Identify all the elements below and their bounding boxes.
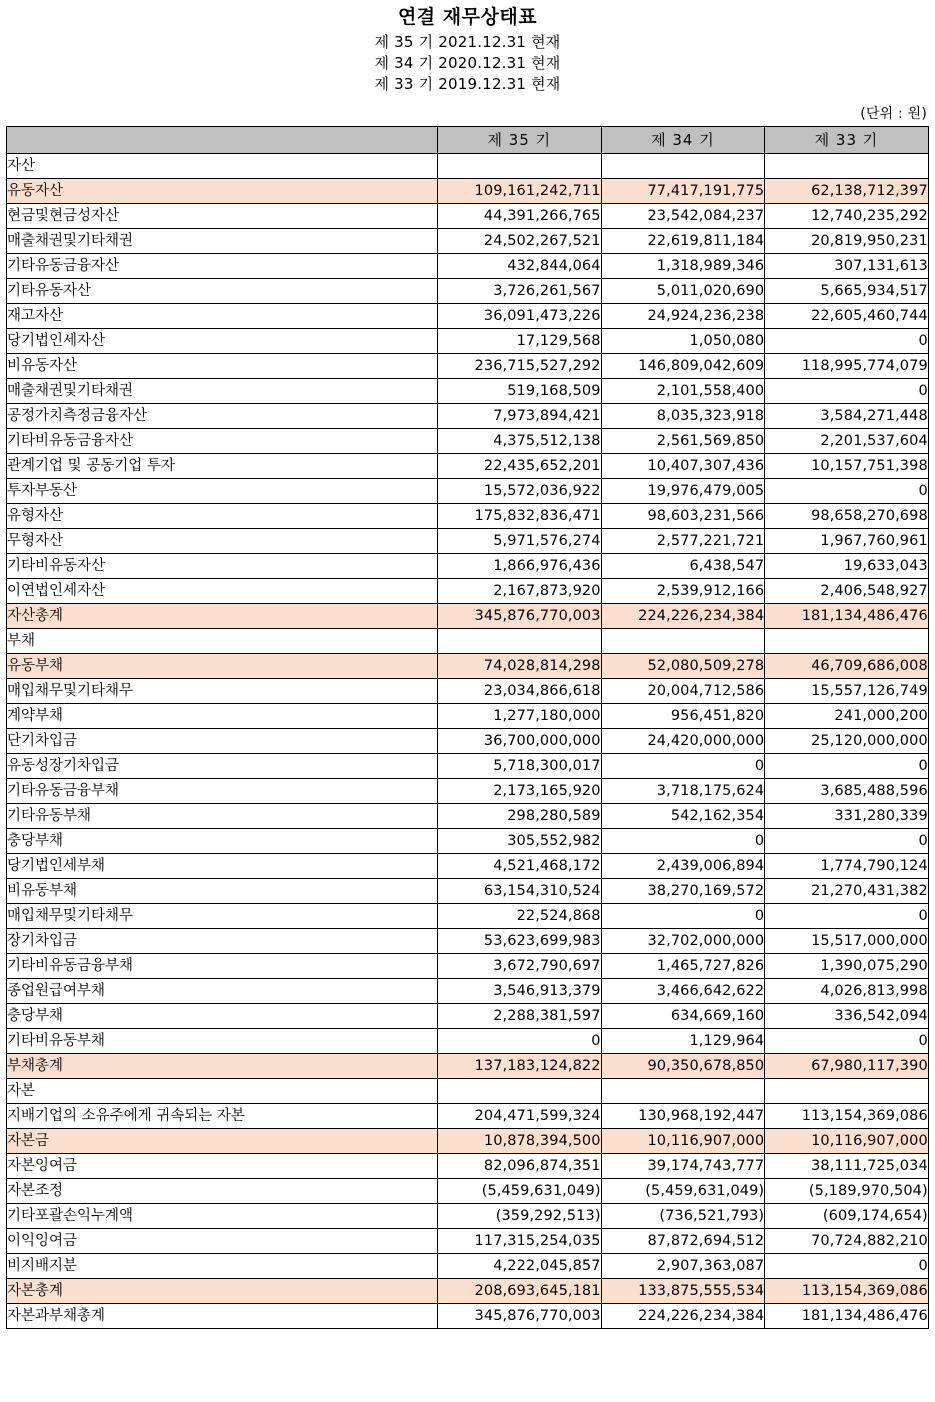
account-label: 매출채권및기타채권	[7, 229, 438, 254]
table-row	[7, 1129, 929, 1154]
amount-cell: 519,168,509	[438, 379, 602, 404]
account-label: 기타유동금융자산	[7, 254, 438, 279]
amount-cell: 146,809,042,609	[601, 354, 765, 379]
account-label: 부채	[7, 629, 438, 654]
amount-cell: 10,407,307,436	[601, 454, 765, 479]
table-row	[7, 1104, 929, 1129]
amount-cell: 67,980,117,390	[765, 1054, 929, 1079]
amount-cell: 224,226,234,384	[601, 604, 765, 629]
amount-cell: 63,154,310,524	[438, 879, 602, 904]
account-label: 기타비유동금융자산	[7, 429, 438, 454]
table-row	[7, 1029, 929, 1054]
amount-cell: 6,438,547	[601, 554, 765, 579]
amount-cell: 21,270,431,382	[765, 879, 929, 904]
amount-cell: 4,375,512,138	[438, 429, 602, 454]
account-label: 유형자산	[7, 504, 438, 529]
amount-cell: 90,350,678,850	[601, 1054, 765, 1079]
amount-cell: 36,091,473,226	[438, 304, 602, 329]
amount-cell: 345,876,770,003	[438, 1304, 602, 1329]
table-row	[7, 604, 929, 629]
table-row	[7, 979, 929, 1004]
amount-cell: 0	[765, 1029, 929, 1054]
amount-cell: 15,557,126,749	[765, 679, 929, 704]
table-row	[7, 829, 929, 854]
table-row	[7, 1304, 929, 1329]
table-row	[7, 404, 929, 429]
table-row	[7, 179, 929, 204]
account-label: 기타유동자산	[7, 279, 438, 304]
amount-cell: 181,134,486,476	[765, 1304, 929, 1329]
amount-cell: 2,406,548,927	[765, 579, 929, 604]
amount-cell: 3,466,642,622	[601, 979, 765, 1004]
balance-sheet-table	[6, 126, 929, 1329]
amount-cell: 32,702,000,000	[601, 929, 765, 954]
amount-cell: 2,439,006,894	[601, 854, 765, 879]
account-label: 유동부채	[7, 654, 438, 679]
amount-cell: 2,173,165,920	[438, 779, 602, 804]
amount-cell: 4,222,045,857	[438, 1254, 602, 1279]
amount-cell: 175,832,836,471	[438, 504, 602, 529]
amount-cell: 0	[438, 1029, 602, 1054]
table-row	[7, 454, 929, 479]
amount-cell: 62,138,712,397	[765, 179, 929, 204]
amount-cell: 1,277,180,000	[438, 704, 602, 729]
amount-cell: 113,154,369,086	[765, 1279, 929, 1304]
table-row	[7, 1054, 929, 1079]
amount-cell: 113,154,369,086	[765, 1104, 929, 1129]
table-row	[7, 329, 929, 354]
account-label: 계약부채	[7, 704, 438, 729]
amount-cell: 1,774,790,124	[765, 854, 929, 879]
amount-cell: (5,189,970,504)	[765, 1179, 929, 1204]
account-label: 현금및현금성자산	[7, 204, 438, 229]
account-label: 장기차입금	[7, 929, 438, 954]
account-label: 투자부동산	[7, 479, 438, 504]
amount-cell: 10,116,907,000	[765, 1129, 929, 1154]
amount-cell: 15,572,036,922	[438, 479, 602, 504]
amount-cell: 20,819,950,231	[765, 229, 929, 254]
amount-cell: 23,034,866,618	[438, 679, 602, 704]
amount-cell	[765, 1079, 929, 1104]
account-label: 비유동부채	[7, 879, 438, 904]
amount-cell: 117,315,254,035	[438, 1229, 602, 1254]
table-row	[7, 704, 929, 729]
amount-cell: 38,270,169,572	[601, 879, 765, 904]
amount-cell: 25,120,000,000	[765, 729, 929, 754]
amount-cell: 2,539,912,166	[601, 579, 765, 604]
amount-cell: 0	[601, 754, 765, 779]
column-header-period-35: 제 35 기	[438, 127, 602, 154]
amount-cell: 1,129,964	[601, 1029, 765, 1054]
amount-cell	[438, 1079, 602, 1104]
amount-cell	[601, 154, 765, 179]
financial-statement-page	[0, 6, 935, 1402]
account-label: 자본조정	[7, 1179, 438, 1204]
account-label: 충당부채	[7, 829, 438, 854]
amount-cell: 137,183,124,822	[438, 1054, 602, 1079]
account-label: 재고자산	[7, 304, 438, 329]
amount-cell: 2,561,569,850	[601, 429, 765, 454]
amount-cell: 24,502,267,521	[438, 229, 602, 254]
table-row	[7, 1079, 929, 1104]
amount-cell: 19,633,043	[765, 554, 929, 579]
table-row	[7, 904, 929, 929]
amount-cell: 20,004,712,586	[601, 679, 765, 704]
amount-cell: 2,167,873,920	[438, 579, 602, 604]
amount-cell: 133,875,555,534	[601, 1279, 765, 1304]
amount-cell: 2,577,221,721	[601, 529, 765, 554]
amount-cell: (5,459,631,049)	[601, 1179, 765, 1204]
page-title: 연결 재무상태표	[397, 6, 538, 28]
amount-cell: 82,096,874,351	[438, 1154, 602, 1179]
amount-cell: 224,226,234,384	[601, 1304, 765, 1329]
amount-cell: 44,391,266,765	[438, 204, 602, 229]
amount-cell: 70,724,882,210	[765, 1229, 929, 1254]
account-label: 기타포괄손익누계액	[7, 1204, 438, 1229]
amount-cell: 46,709,686,008	[765, 654, 929, 679]
account-label: 충당부채	[7, 1004, 438, 1029]
table-row	[7, 1179, 929, 1204]
account-label: 지배기업의 소유주에게 귀속되는 자본	[7, 1104, 438, 1129]
amount-cell: 2,101,558,400	[601, 379, 765, 404]
amount-cell: 298,280,589	[438, 804, 602, 829]
table-row	[7, 479, 929, 504]
amount-cell: 87,872,694,512	[601, 1229, 765, 1254]
amount-cell	[601, 1079, 765, 1104]
period-subtitle-34: 제 34 기 2020.12.31 현재	[374, 54, 561, 72]
amount-cell: 3,685,488,596	[765, 779, 929, 804]
amount-cell: 1,390,075,290	[765, 954, 929, 979]
account-label: 자산총계	[7, 604, 438, 629]
amount-cell: (5,459,631,049)	[438, 1179, 602, 1204]
column-header-period-33: 제 33 기	[765, 127, 929, 154]
account-label: 당기법인세부채	[7, 854, 438, 879]
amount-cell: 109,161,242,711	[438, 179, 602, 204]
column-header-period-34: 제 34 기	[601, 127, 765, 154]
amount-cell: 5,971,576,274	[438, 529, 602, 554]
amount-cell: 130,968,192,447	[601, 1104, 765, 1129]
amount-cell: 4,521,468,172	[438, 854, 602, 879]
amount-cell: 1,866,976,436	[438, 554, 602, 579]
amount-cell	[765, 629, 929, 654]
amount-cell: 0	[601, 829, 765, 854]
amount-cell: 8,035,323,918	[601, 404, 765, 429]
amount-cell: 331,280,339	[765, 804, 929, 829]
table-row	[7, 1154, 929, 1179]
amount-cell: 3,584,271,448	[765, 404, 929, 429]
account-label: 단기차입금	[7, 729, 438, 754]
account-label: 매입채무및기타채무	[7, 904, 438, 929]
amount-cell	[438, 154, 602, 179]
amount-cell: 5,011,020,690	[601, 279, 765, 304]
account-label: 기타유동부채	[7, 804, 438, 829]
amount-cell: 10,116,907,000	[601, 1129, 765, 1154]
amount-cell: 432,844,064	[438, 254, 602, 279]
account-label: 당기법인세자산	[7, 329, 438, 354]
table-row	[7, 629, 929, 654]
amount-cell: 2,907,363,087	[601, 1254, 765, 1279]
amount-cell: 2,201,537,604	[765, 429, 929, 454]
table-row	[7, 229, 929, 254]
amount-cell: 0	[765, 379, 929, 404]
amount-cell: 7,973,894,421	[438, 404, 602, 429]
amount-cell: 5,665,934,517	[765, 279, 929, 304]
table-row	[7, 504, 929, 529]
column-header-account	[7, 127, 438, 154]
amount-cell: 52,080,509,278	[601, 654, 765, 679]
amount-cell: 23,542,084,237	[601, 204, 765, 229]
amount-cell: 1,465,727,826	[601, 954, 765, 979]
table-row	[7, 804, 929, 829]
table-row	[7, 354, 929, 379]
amount-cell	[601, 629, 765, 654]
amount-cell: 0	[765, 479, 929, 504]
amount-cell: 3,718,175,624	[601, 779, 765, 804]
amount-cell: 236,715,527,292	[438, 354, 602, 379]
amount-cell: 39,174,743,777	[601, 1154, 765, 1179]
table-row	[7, 154, 929, 179]
account-label: 자산	[7, 154, 438, 179]
table-row	[7, 854, 929, 879]
amount-cell: 204,471,599,324	[438, 1104, 602, 1129]
account-label: 자본잉여금	[7, 1154, 438, 1179]
amount-cell: 24,420,000,000	[601, 729, 765, 754]
account-label: 관계기업 및 공동기업 투자	[7, 454, 438, 479]
amount-cell: 17,129,568	[438, 329, 602, 354]
amount-cell: 22,605,460,744	[765, 304, 929, 329]
amount-cell: 38,111,725,034	[765, 1154, 929, 1179]
table-row	[7, 304, 929, 329]
period-subtitle-33: 제 33 기 2019.12.31 현재	[374, 75, 561, 93]
account-label: 부채총계	[7, 1054, 438, 1079]
table-row	[7, 679, 929, 704]
account-label: 매입채무및기타채무	[7, 679, 438, 704]
account-label: 기타비유동자산	[7, 554, 438, 579]
amount-cell: 98,603,231,566	[601, 504, 765, 529]
table-row	[7, 1204, 929, 1229]
amount-cell: 118,995,774,079	[765, 354, 929, 379]
unit-note: (단위 : 원)	[860, 106, 927, 122]
amount-cell: 0	[765, 329, 929, 354]
amount-cell: 22,435,652,201	[438, 454, 602, 479]
account-label: 종업원급여부채	[7, 979, 438, 1004]
amount-cell: 22,619,811,184	[601, 229, 765, 254]
amount-cell: 10,157,751,398	[765, 454, 929, 479]
amount-cell: 77,417,191,775	[601, 179, 765, 204]
amount-cell: 305,552,982	[438, 829, 602, 854]
table-row	[7, 1254, 929, 1279]
table-row	[7, 1229, 929, 1254]
amount-cell: 3,546,913,379	[438, 979, 602, 1004]
table-row	[7, 379, 929, 404]
amount-cell: 1,967,760,961	[765, 529, 929, 554]
amount-cell: (359,292,513)	[438, 1204, 602, 1229]
table-row	[7, 429, 929, 454]
account-label: 이익잉여금	[7, 1229, 438, 1254]
amount-cell: 542,162,354	[601, 804, 765, 829]
amount-cell: 5,718,300,017	[438, 754, 602, 779]
period-subtitle-35: 제 35 기 2021.12.31 현재	[374, 33, 561, 51]
table-row	[7, 754, 929, 779]
account-label: 비유동자산	[7, 354, 438, 379]
amount-cell: 0	[765, 904, 929, 929]
table-row	[7, 879, 929, 904]
amount-cell: 0	[765, 829, 929, 854]
table-row	[7, 529, 929, 554]
account-label: 유동자산	[7, 179, 438, 204]
account-label: 자본총계	[7, 1279, 438, 1304]
account-label: 기타비유동부채	[7, 1029, 438, 1054]
table-row	[7, 929, 929, 954]
table-row	[7, 1279, 929, 1304]
amount-cell	[438, 629, 602, 654]
amount-cell	[765, 154, 929, 179]
amount-cell: 22,524,868	[438, 904, 602, 929]
amount-cell: 12,740,235,292	[765, 204, 929, 229]
account-label: 유동성장기차입금	[7, 754, 438, 779]
account-label: 자본금	[7, 1129, 438, 1154]
amount-cell: 0	[601, 904, 765, 929]
account-label: 무형자산	[7, 529, 438, 554]
account-label: 자본과부채총계	[7, 1304, 438, 1329]
amount-cell: 336,542,094	[765, 1004, 929, 1029]
amount-cell: 53,623,699,983	[438, 929, 602, 954]
amount-cell: 36,700,000,000	[438, 729, 602, 754]
table-row	[7, 279, 929, 304]
account-label: 기타비유동금융부채	[7, 954, 438, 979]
amount-cell: 10,878,394,500	[438, 1129, 602, 1154]
amount-cell: 0	[765, 754, 929, 779]
amount-cell: 0	[765, 1254, 929, 1279]
table-row	[7, 579, 929, 604]
account-label: 이연법인세자산	[7, 579, 438, 604]
table-header-row	[7, 127, 929, 154]
account-label: 매출채권및기타채권	[7, 379, 438, 404]
amount-cell: 3,672,790,697	[438, 954, 602, 979]
account-label: 자본	[7, 1079, 438, 1104]
amount-cell: 1,318,989,346	[601, 254, 765, 279]
amount-cell: 4,026,813,998	[765, 979, 929, 1004]
account-label: 기타유동금융부채	[7, 779, 438, 804]
amount-cell: 24,924,236,238	[601, 304, 765, 329]
table-body	[7, 154, 929, 1329]
amount-cell: (609,174,654)	[765, 1204, 929, 1229]
amount-cell: 1,050,080	[601, 329, 765, 354]
table-row	[7, 204, 929, 229]
table-row	[7, 729, 929, 754]
amount-cell: 181,134,486,476	[765, 604, 929, 629]
amount-cell: (736,521,793)	[601, 1204, 765, 1229]
table-row	[7, 254, 929, 279]
amount-cell: 74,028,814,298	[438, 654, 602, 679]
amount-cell: 345,876,770,003	[438, 604, 602, 629]
table-row	[7, 779, 929, 804]
account-label: 비지배지분	[7, 1254, 438, 1279]
amount-cell: 634,669,160	[601, 1004, 765, 1029]
table-row	[7, 654, 929, 679]
amount-cell: 956,451,820	[601, 704, 765, 729]
amount-cell: 208,693,645,181	[438, 1279, 602, 1304]
table-row	[7, 554, 929, 579]
amount-cell: 19,976,479,005	[601, 479, 765, 504]
amount-cell: 307,131,613	[765, 254, 929, 279]
table-row	[7, 1004, 929, 1029]
amount-cell: 3,726,261,567	[438, 279, 602, 304]
amount-cell: 98,658,270,698	[765, 504, 929, 529]
account-label: 공정가치측정금융자산	[7, 404, 438, 429]
amount-cell: 241,000,200	[765, 704, 929, 729]
amount-cell: 2,288,381,597	[438, 1004, 602, 1029]
amount-cell: 15,517,000,000	[765, 929, 929, 954]
table-row	[7, 954, 929, 979]
